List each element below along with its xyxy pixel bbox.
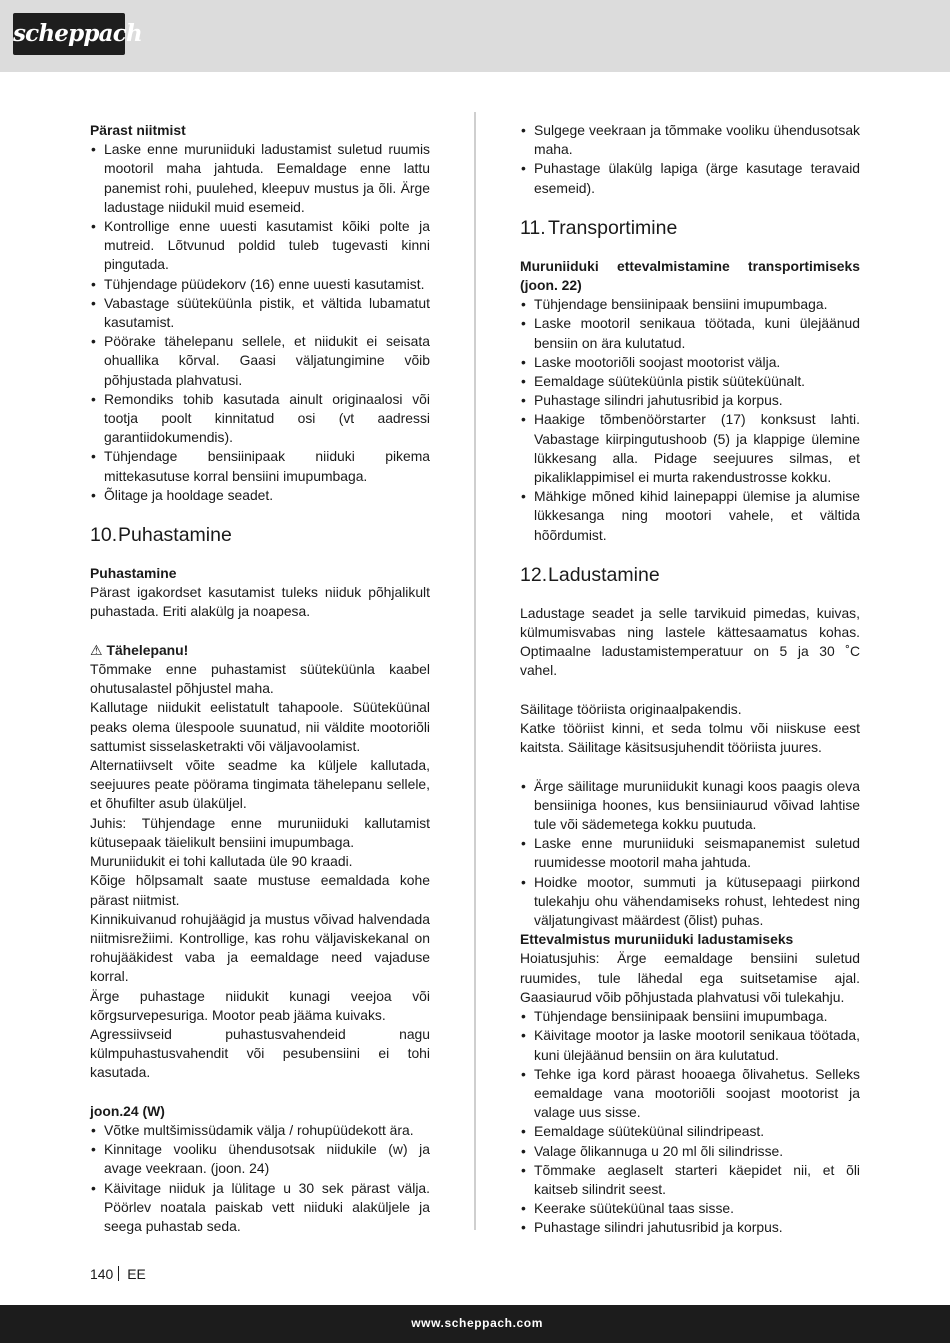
section-10-heading (90, 523, 430, 547)
cleaning-continued-list (520, 121, 860, 198)
cleaning-subheading: Puhastamine (90, 565, 177, 582)
list-item: • Sulgege veekraan ja tõmmake vooliku ühendusotsak maha. (520, 121, 860, 159)
list-item: • Laske mootoril senikaua töötada, kuni ülejäänud bensiin on ära kulutatud. (520, 314, 860, 352)
paragraph: Tõmmake enne puhastamist süüteküünla kaabel ohutusalastel põhjustel maha. (90, 661, 430, 697)
list-item: • Laske enne muruniiduki ladustamist suletud ruumis mootoril maha jahtuda. Eemaldage enne lattu panemist rohi, puulehed, kleepuv mustus ja õli. Ärge ladustage niidukil muid esemeid. (90, 140, 430, 217)
warning-icon: ⚠ (90, 641, 103, 658)
page-number (90, 1266, 146, 1282)
list-item: • Kinnitage vooliku ühendusotsak niidukile (w) ja avage veekraan. (joon. 24) (90, 1140, 430, 1178)
column-divider (474, 112, 476, 1230)
list-item: • Õlitage ja hooldage seadet. (90, 486, 430, 505)
transport-list (520, 295, 860, 545)
list-item: • Tühjendage bensiinipaak bensiini imupumbaga. (520, 295, 860, 314)
list-item: • Käivitage mootor ja laske mootoril senikaua töötada, kuni ülejäänud bensiin on ära kulutatud. (520, 1026, 860, 1064)
list-item: • Keerake süüteküünal taas sisse. (520, 1199, 860, 1218)
list-item: • Eemaldage süüteküünla pistik süüteküünalt. (520, 372, 860, 391)
section-title: Puhastamine (118, 524, 232, 547)
paragraph: Kallutage niidukit eelistatult tahapoole. Süüteküünal peaks olema ülespoole suunatud, nii väldite mootoriõli sattumist sisselasketrakti või väljavoolamist. (90, 699, 430, 754)
paragraph: Kõige hõlpsamalt saate mustuse eemaldada kohe pärast niitmist. (90, 872, 430, 908)
list-item: • Vabastage süüteküünla pistik, et vältida lubamatut kasutamist. (90, 294, 430, 332)
section-number: 11. (520, 216, 546, 239)
list-item: • Mähkige mõned kihid lainepappi ülemise ja alumise lükkesanga ning mootori vahele, et vältida hõõrdumist. (520, 487, 860, 545)
list-item: • Hoidke mootor, summuti ja kütusepaagi piirkond tulekahju ohu vähendamiseks rohust, lehtedest ning väljatungivast määrdest (õlist) puhas. (520, 873, 860, 931)
paragraph: Ärge puhastage niidukit kunagi veejoa või kõrgsurvepesuriga. Mootor peab jääma kuivaks. (90, 987, 430, 1023)
paragraph: Muruniidukit ei tohi kallutada üle 90 kraadi. (90, 853, 353, 870)
after-mowing-heading: Pärast niitmist (90, 122, 186, 138)
after-mowing-list (90, 140, 430, 505)
paragraph: Juhis: Tühjendage enne muruniiduki kallutamist kütusepaak täielikult bensiini imupumbaga. (90, 814, 430, 850)
section-number: 10. (90, 524, 118, 547)
left-column (90, 121, 430, 1236)
paragraph: Katke tööriist kinni, et seda tolmu või niiskuse eest kaitsta. Säilitage käsitsusjuhendit tööriista juures. (520, 720, 860, 756)
paragraph: Ladustage seadet ja selle tarvikuid pimedas, kuivas, külmumisvabas ning lastele kättesaamatus kohas. Optimaalne ladustamistemperatuur on 5 ja 30 ˚C vahel. (520, 604, 860, 679)
paragraph: Hoiatusjuhis: Ärge eemaldage bensiini suletud ruumides, tule lähedal ega suitsetamise ajal. Gaasiaurud võib põhjustada plahvatusi või tulekahju. (520, 950, 860, 1005)
list-item: • Tõmmake aeglaselt starteri käepidet nii, et õli kaitseb silindrit seest. (520, 1161, 860, 1199)
paragraph: Säilitage tööriista originaalpakendis. (520, 700, 742, 717)
paragraph: Alternatiivselt võite seadme ka küljele kallutada, seejuures peate pöörama tingimata tähelepanu sellele, et õhufilter asub ülaküljel. (90, 757, 430, 812)
warning-title: Tähelepanu! (106, 641, 189, 658)
section-title: Ladustamine (548, 563, 660, 586)
list-item: • Laske enne muruniiduki seismapanemist suletud ruumidesse mootoril maha jahtuda. (520, 834, 860, 872)
list-item: • Kontrollige enne uuesti kasutamist kõiki polte ja mutreid. Lõtvunud poldid tuleb tugevasti kinni pingutada. (90, 217, 430, 275)
page-header (0, 0, 950, 72)
figure-24-list (90, 1121, 430, 1236)
website-link[interactable]: www.scheppach.com (411, 1316, 543, 1330)
right-column (520, 121, 860, 1238)
section-number: 12. (520, 563, 548, 586)
list-item: • Haakige tõmbenöörstarter (17) konksust lahti. Vabastage kiirpingutushoob (5) ja klappige ülemine lükkesang alla. Pidage seejuures silmas, et pikaliklappimisel ei murta rakendustrosse kokku. (520, 410, 860, 487)
list-item: • Puhastage silindri jahutusribid ja korpus. (520, 391, 860, 410)
section-12-heading (520, 563, 860, 587)
list-item: • Tehke iga kord pärast hooaega õlivahetus. Selleks eemaldage vana mootoriõli soojast mootorist ja valage uus sisse. (520, 1065, 860, 1123)
list-item: • Eemaldage süüteküünal silindripeast. (520, 1122, 860, 1141)
list-item: • Käivitage niiduk ja lülitage u 30 sek pärast välja. Pöörlev noatala paiskab vett niiduki alaküljele ja seega puhastab seda. (90, 1179, 430, 1237)
list-item: • Võtke multšimissüdamik välja / rohupüüdekott ära. (90, 1121, 430, 1140)
page-number-value: 140 (90, 1266, 114, 1282)
figure-reference-heading: joon.24 (W) (90, 1102, 165, 1119)
language-code: EE (127, 1266, 146, 1282)
section-title: Transportimine (548, 216, 678, 239)
storage-prep-subheading: Ettevalmistus muruniiduki ladustamiseks (520, 931, 794, 948)
list-item: • Tühjendage püüdekorv (16) enne uuesti kasutamist. (90, 275, 430, 294)
list-item: • Puhastage ülakülg lapiga (ärge kasutage teravaid esemeid). (520, 159, 860, 197)
scheppach-logo: scheppach (13, 13, 125, 55)
list-item: • Ärge säilitage muruniidukit kunagi koos paagis oleva bensiiniga hoones, kus bensiiniaurud võivad lahtise tule või sädemetega kokku puutuda. (520, 777, 860, 835)
list-item: • Puhastage silindri jahutusribid ja korpus. (520, 1218, 860, 1237)
list-item: • Pöörake tähelepanu sellele, et niidukit ei seisata ohuallika kõrval. Gaasi väljatungimine võib põhjustada plahvatusi. (90, 332, 430, 390)
list-item: • Remondiks tohib kasutada ainult originaalosi või tootja poolt kinnitatud osi (vt aadressi garantiidokumendis). (90, 390, 430, 448)
section-11-heading (520, 216, 860, 240)
storage-prep-list (520, 1007, 860, 1237)
warning-heading (90, 641, 430, 660)
list-item: • Laske mootoriõli soojast mootorist välja. (520, 353, 860, 372)
cleaning-intro: Pärast igakordset kasutamist tuleks niiduk põhjalikult puhastada. Eriti alakülg ja noapesa. (90, 584, 430, 620)
storage-list (520, 777, 860, 931)
paragraph: Kinnikuivanud rohujäägid ja mustus võivad halvendada niitmisrežiimi. Kontrollige, kas rohu väljaviskekanal on rohujääkidest vaba ja eemaldage need vajaduse korral. (90, 910, 430, 985)
page-footer (0, 1305, 950, 1343)
list-item: • Tühjendage bensiinipaak niiduki pikema mittekasutuse korral bensiini imupumbaga. (90, 447, 430, 485)
transport-subheading: Muruniiduki ettevalmistamine transportimiseks (joon. 22) (520, 257, 860, 294)
paragraph: Agressiivseid puhastusvahendeid nagu külmpuhastusvahendit või pesubensiini ei tohi kasutada. (90, 1025, 430, 1081)
separator (118, 1266, 119, 1281)
list-item: • Tühjendage bensiinipaak bensiini imupumbaga. (520, 1007, 860, 1026)
list-item: • Valage õlikannuga u 20 ml õli silindrisse. (520, 1142, 860, 1161)
